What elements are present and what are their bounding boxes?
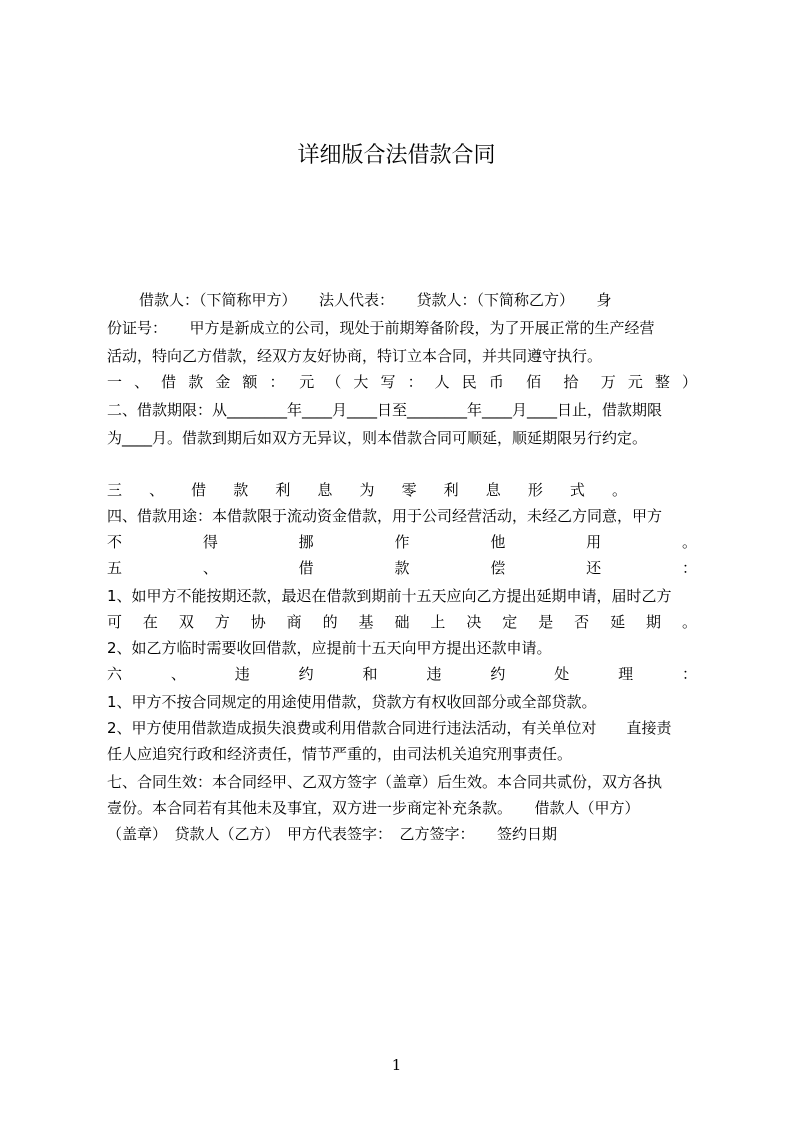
signature-line: （盖章） 贷款人（乙方） 甲方代表签字： 乙方签字： 签约日期 [107,825,558,843]
party-info-line: 份证号： 甲方是新成立的公司，现处于前期筹备阶段，为了开展正常的生产经营 [107,319,655,337]
clause-repayment-heading: 五 、 借 款 偿 还 ： [107,559,697,577]
clause-breach: 任人应追究行政和经济责任，情节严重的，由司法机关追究刑事责任。 [107,745,573,763]
clause-purpose: 不 得 挪 作 他 用 。 [107,533,697,551]
clause-interest: 三 、 借 款 利 息 为 零 利 息 形 式 。 [107,481,627,499]
clause-repayment: 1、如甲方不能按期还款，最迟在借款到期前十五天应向乙方提出延期申请，届时乙方 [107,587,672,605]
clause-breach: 1、甲方不按合同规定的用途使用借款，贷款方有权收回部分或全部贷款。 [107,693,597,711]
clause-repayment: 2、如乙方临时需要收回借款，应提前十五天向甲方提出还款申请。 [107,639,552,657]
clause-term: 为____月。借款到期后如双方无异议，则本借款合同可顺延，顺延期限另行约定。 [107,429,648,447]
clause-effect: 七、合同生效：本合同经甲、乙双方签字（盖章）后生效。本合同共贰份，双方各执 [107,773,663,791]
clause-term: 二、借款期限：从________年____月____日至________年____月____日止，借款期限 [107,401,663,419]
clause-repayment: 可 在 双 方 协 商 的 基 础 上 决 定 是 否 延 期 。 [107,613,697,631]
clause-breach: 2、甲方使用借款造成损失浪费或利用借款合同进行违法活动，有关单位对 直接责 [107,719,672,737]
party-info-line: 活动，特向乙方借款，经双方友好协商，特订立本合同，并共同遵守执行。 [107,347,603,365]
document-title: 详细版合法借款合同 [297,143,496,168]
clause-effect: 壹份。本合同若有其他未及事宜，双方进一步商定补充条款。 借款人（甲方） [107,799,640,817]
clause-amount: 一 、 借 款 金 额 ： 元 （ 大 写 ： 人 民 币 佰 拾 万 元 整 ） [107,373,697,391]
clause-purpose: 四、借款用途：本借款限于流动资金借款，用于公司经营活动，未经乙方同意，甲方 [107,507,663,525]
page-number: 1 [391,1056,402,1074]
clause-breach-heading: 六 、 违 约 和 违 约 处 理 ： [107,665,697,683]
party-info-line: 借款人：（下简称甲方） 法人代表： 贷款人：（下简称乙方） 身 [139,291,612,309]
